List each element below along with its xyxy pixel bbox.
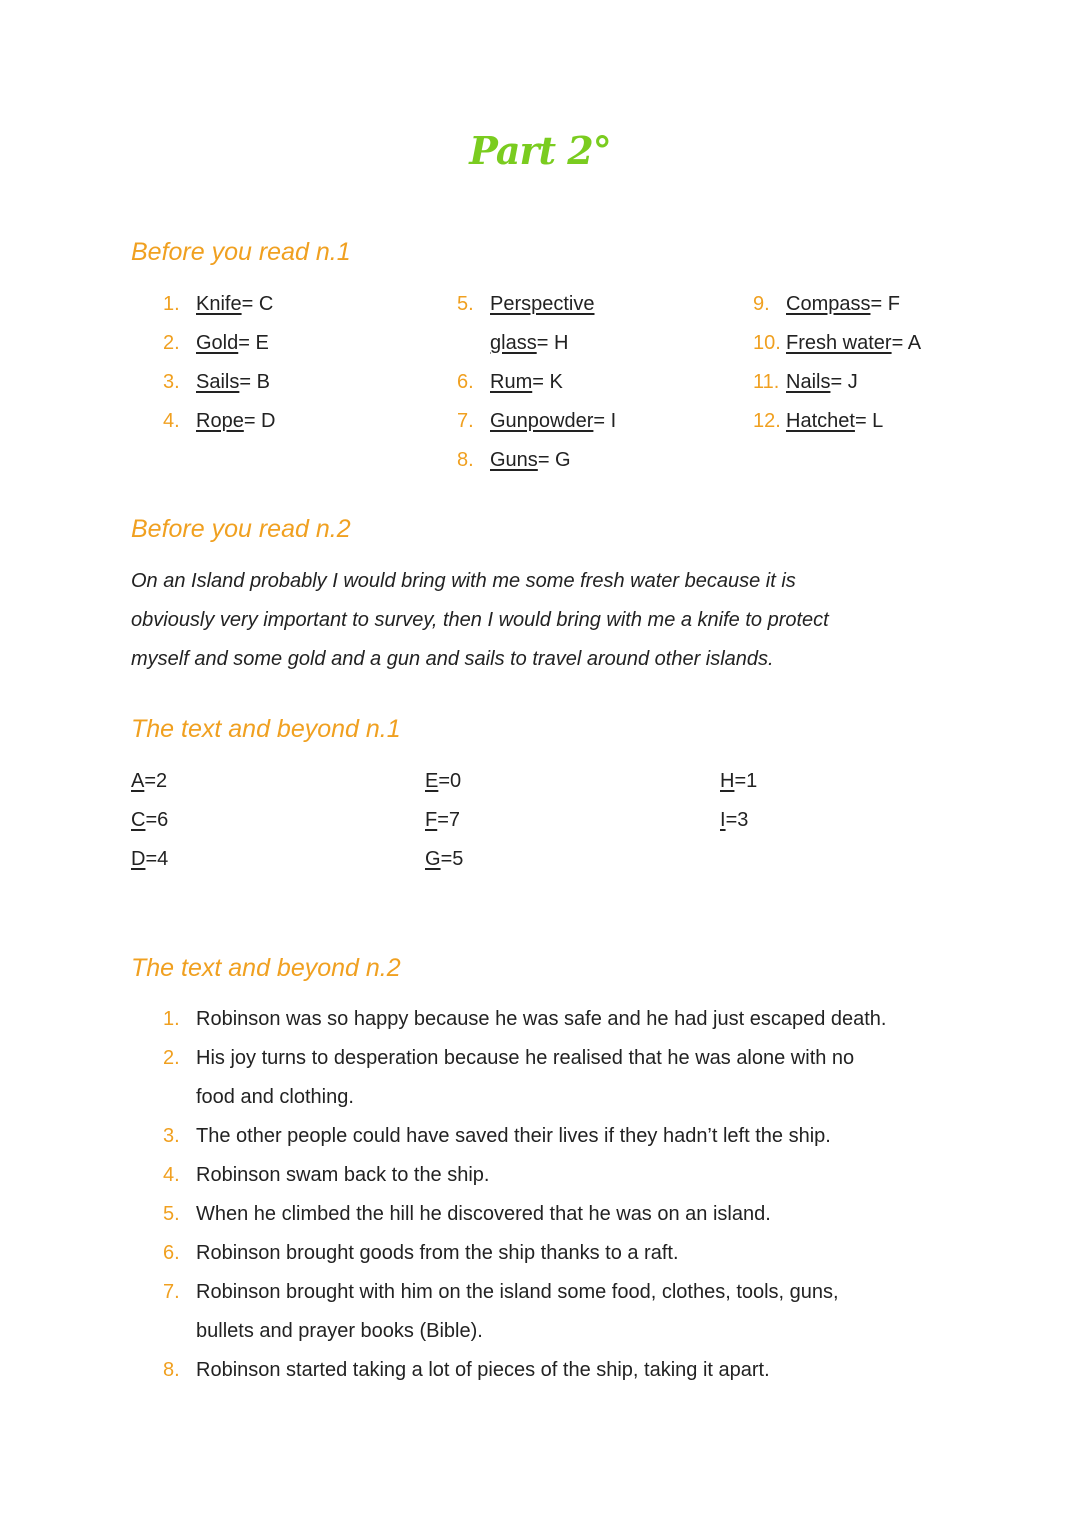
match-item: 4. Rope= D (163, 410, 276, 432)
score-item: I=3 (720, 809, 749, 831)
section-heading-before-read-1: Before you read n.1 (131, 238, 351, 266)
match-item: 3. Sails= B (163, 371, 270, 393)
score-item: E=0 (425, 770, 462, 792)
page-title: Part 2° (469, 128, 611, 173)
list-item-continuation: food and clothing. (196, 1086, 354, 1108)
list-item: 5. When he climbed the hill he discovered that he was on an island. (163, 1203, 771, 1225)
score-item: G=5 (425, 848, 464, 870)
match-item: 7. Gunpowder= I (457, 410, 617, 432)
list-item: 4. Robinson swam back to the ship. (163, 1164, 490, 1186)
score-item: D=4 (131, 848, 169, 870)
match-item: 5. Perspective (457, 293, 595, 315)
list-item: 1. Robinson was so happy because he was safe and he had just escaped death. (163, 1008, 887, 1030)
list-item: 3. The other people could have saved their lives if they hadn’t left the ship. (163, 1125, 831, 1147)
list-item: 8. Robinson started taking a lot of pieces of the ship, taking it apart. (163, 1359, 770, 1381)
section-heading-text-beyond-1: The text and beyond n.1 (131, 715, 401, 743)
section-heading-text-beyond-2: The text and beyond n.2 (131, 954, 401, 982)
answer-paragraph (131, 562, 951, 679)
score-item: F=7 (425, 809, 461, 831)
list-item: 7. Robinson brought with him on the island some food, clothes, tools, guns, (163, 1281, 839, 1303)
score-item: A=2 (131, 770, 168, 792)
paragraph-line: On an Island probably I would bring with me some fresh water because it is (131, 570, 796, 592)
match-item: 6. Rum= K (457, 371, 563, 393)
answer-list (163, 1000, 886, 1390)
match-item: 1. Knife= C (163, 293, 274, 315)
score-item: C=6 (131, 809, 169, 831)
match-item: 12. Hatchet= L (753, 410, 884, 432)
list-item: 2. His joy turns to desperation because he realised that he was alone with no (163, 1047, 855, 1069)
match-item: 2. Gold= E (163, 332, 269, 354)
match-item: 10. Fresh water= A (753, 332, 922, 354)
section-heading-before-read-2: Before you read n.2 (131, 515, 351, 543)
match-item: 9. Compass= F (753, 293, 900, 315)
paragraph-line: myself and some gold and a gun and sails to travel around other islands. (131, 648, 774, 670)
match-item: 11. Nails= J (753, 371, 858, 393)
match-item-continuation: glass= H (490, 332, 569, 354)
match-item: 8. Guns= G (457, 449, 571, 471)
list-item: 6. Robinson brought goods from the ship thanks to a raft. (163, 1242, 679, 1264)
list-item-continuation: bullets and prayer books (Bible). (196, 1320, 483, 1342)
paragraph-line: obviously very important to survey, then I would bring with me a knife to protect (131, 609, 829, 631)
score-item: H=1 (720, 770, 758, 792)
